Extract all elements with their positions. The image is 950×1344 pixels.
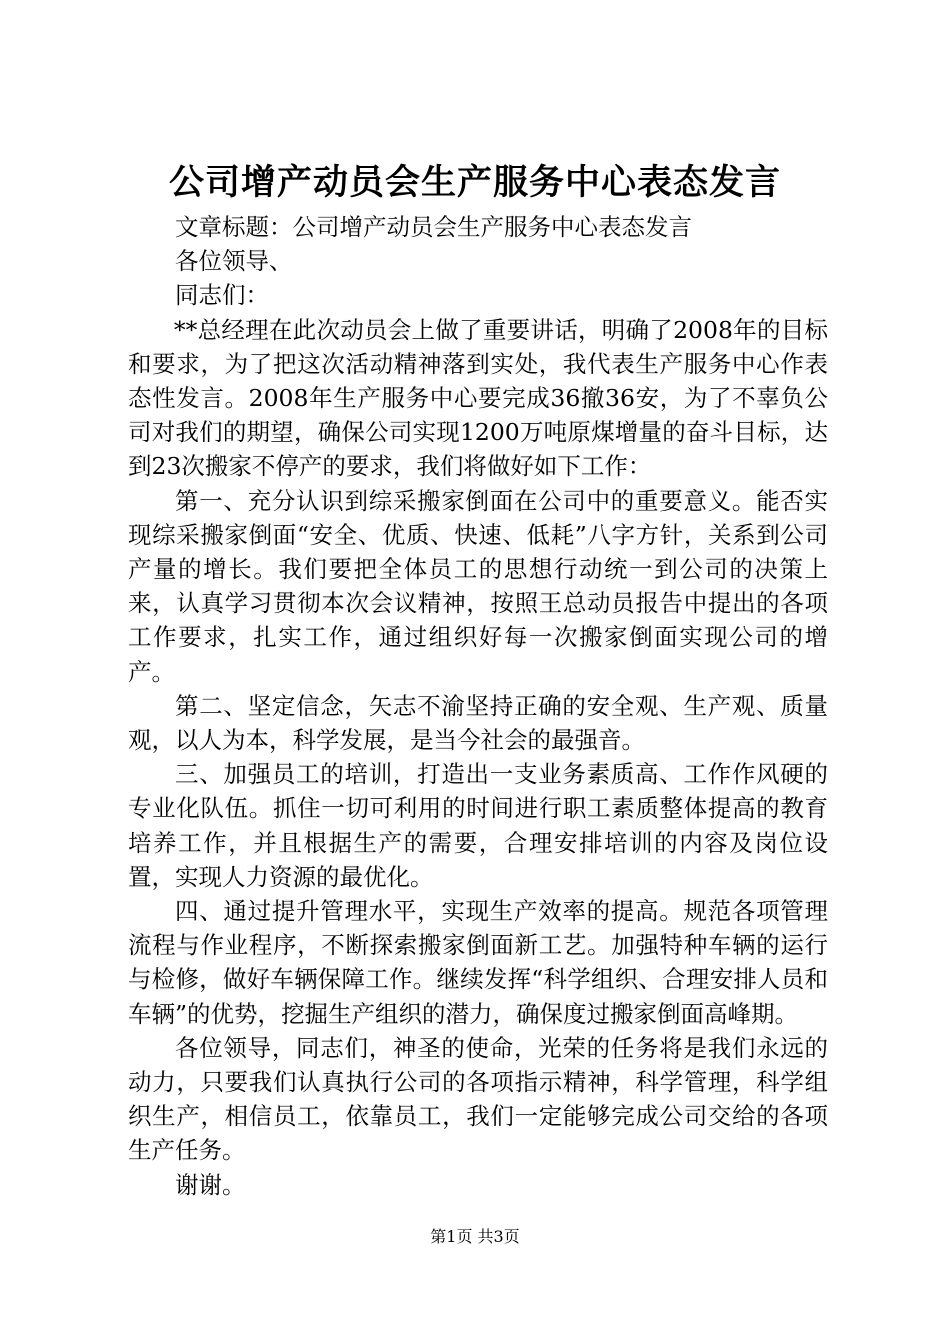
point-one-paragraph: 第一、充分认识到综采搬家倒面在公司中的重要意义。能否实现综采搬家倒面“安全、优质、快速、低耗”八字方针，关系到公司产量的增长。我们要把全体员工的思想行动统一到公司的决策上来，认真学习贯彻本次会议精神，按照王总动员报告中提出的各项工作要求，扎实工作，通过组织好每一次搬家倒面实现公司的增产。 bbox=[128, 486, 828, 686]
salutation-leaders: 各位领导、 bbox=[175, 247, 293, 276]
page-footer: 第1页 共3页 bbox=[430, 1227, 520, 1246]
article-title-line: 文章标题：公司增产动员会生产服务中心表态发言 bbox=[175, 213, 692, 241]
point-four-paragraph: 四、通过提升管理水平，实现生产效率的提高。规范各项管理流程与作业程序，不断探索搬家倒面新工艺。加强特种车辆的运行与检修，做好车辆保障工作。继续发挥“科学组织、合理安排人员和车辆”的优势，挖掘生产组织的潜力，确保度过搬家倒面高峰期。 bbox=[128, 897, 828, 1028]
point-three-paragraph: 三、加强员工的培训，打造出一支业务素质高、工作作风硬的专业化队伍。抓住一切可利用的时间进行职工素质整体提高的教育培养工作，并且根据生产的需要，合理安排培训的内容及岗位设置，实现人力资源的最优化。 bbox=[128, 760, 828, 891]
intro-paragraph: **总经理在此次动员会上做了重要讲话，明确了2008年的目标和要求，为了把这次活动精神落到实处，我代表生产服务中心作表态性发言。2008年生产服务中心要完成36撤36安，为了不辜负公司对我们的期望，确保公司实现1200万吨原煤增量的奋斗目标，达到23次搬家不停产的要求，我们将做好如下工作： bbox=[128, 315, 828, 481]
document-body bbox=[128, 210, 828, 1202]
thanks-line: 谢谢。 bbox=[175, 1170, 246, 1199]
closing-paragraph: 各位领导，同志们，神圣的使命，光荣的任务将是我们永远的动力，只要我们认真执行公司的各项指示精神，科学管理，科学组织生产，相信员工，依靠员工，我们一定能够完成公司交给的各项生产任务。 bbox=[128, 1033, 828, 1165]
salutation-comrades: 同志们： bbox=[175, 281, 269, 310]
document-title: 公司增产动员会生产服务中心表态发言 bbox=[168, 162, 781, 203]
point-two-paragraph: 第二、坚定信念，矢志不渝坚持正确的安全观、生产观、质量观，以人为本，科学发展，是当今社会的最强音。 bbox=[128, 691, 828, 755]
